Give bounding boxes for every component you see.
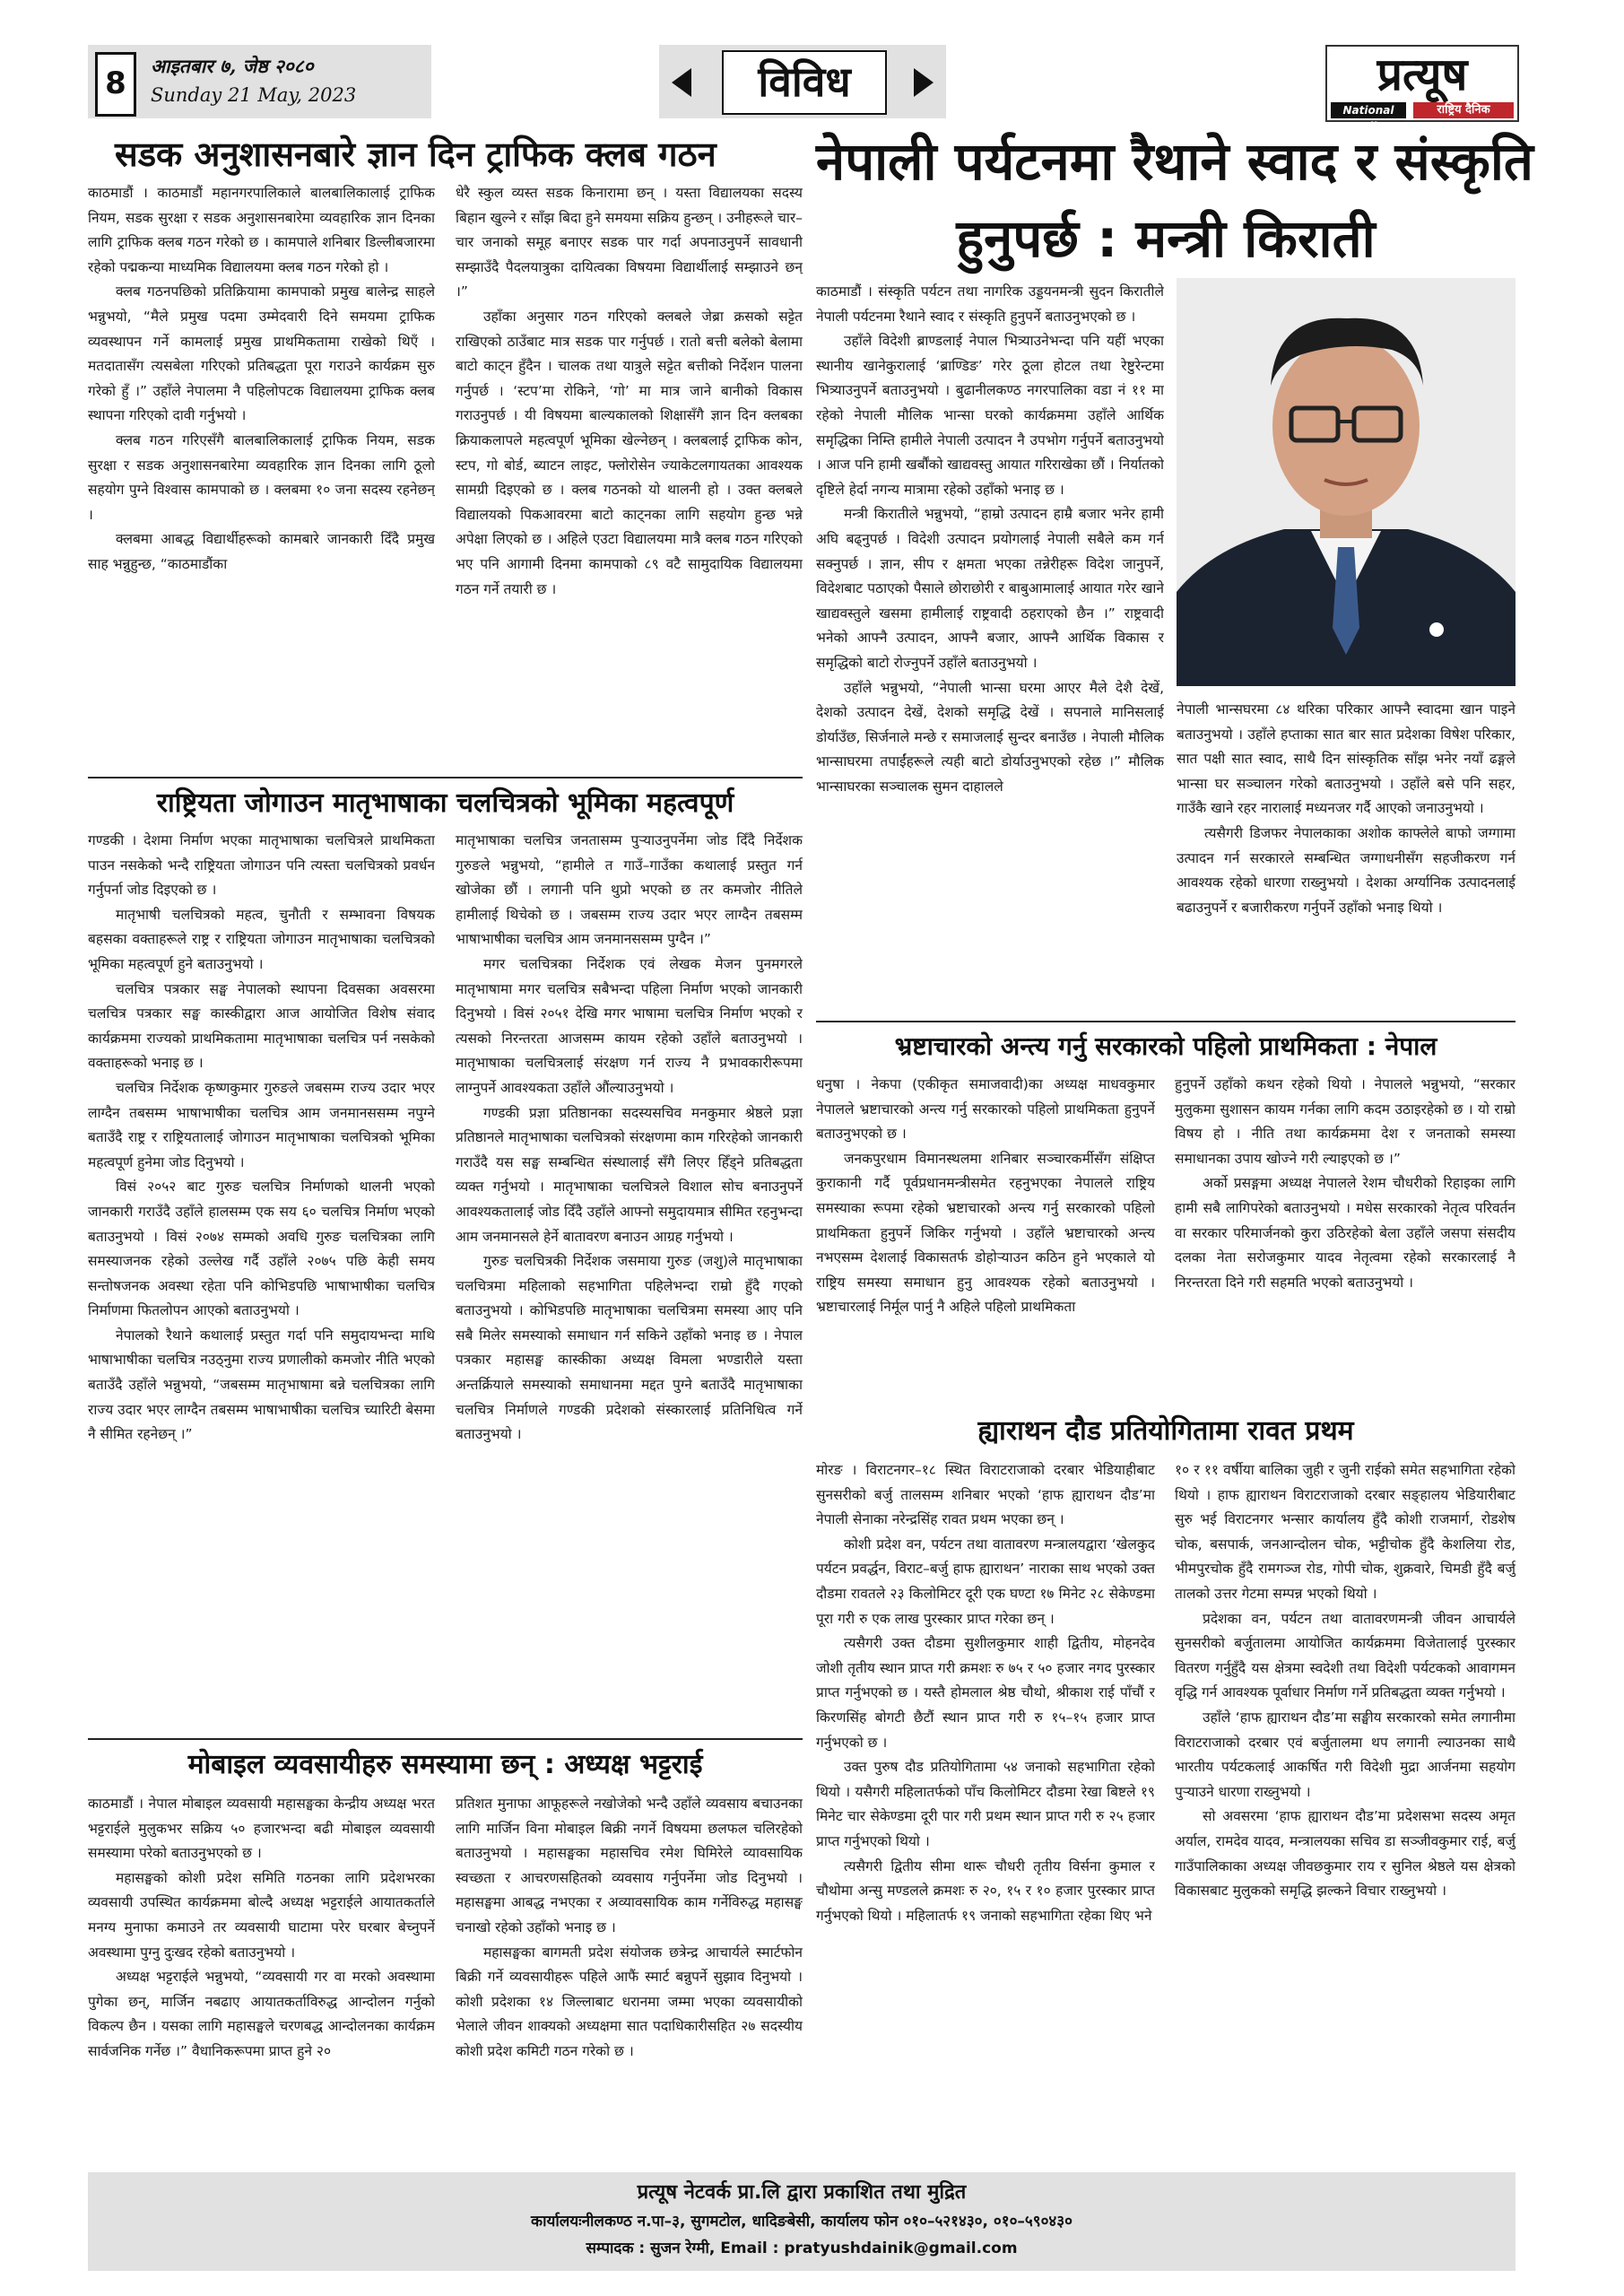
paragraph: उक्त पुरुष दौड प्रतियोगितामा ५४ जनाको सहभागिता रहेको थियो । यसैगरी महिलातर्फको पाँच किलोमिटर दौडमा रेखा बिष्टले १९ मिनेट चार सेकेण्डमा दूरी पार गरी प्रथम स्थान प्राप्त गरी रु २५ हजार प्राप्त गर्नुभएको थियो । <box>816 1759 1155 1849</box>
paragraph: नेपाली भान्सघरमा ८४ थरिका परिकार आफ्नै स्वादमा खान पाइने बताउनुभयो । उहाँले हप्ताका सात बार सात प्रदेशका विषेश परिकार, सात पक्षी सात स्वाद, साथै दिन सांस्कृतिक साँझ भनेर नयाँ ढङ्गले भान्सा घर सञ्चालन गरेको बताउनुभयो । उहाँले बसे पनि सहर, गाउँकै खाने रहर नारालाई मध्यनजर गर्दै आएको जनाउनुभयो । <box>1177 701 1515 817</box>
paragraph: १० र ११ वर्षीया बालिका जुही र जुनी राईको समेत सहभागिता रहेको थियो । हाफ ह्याराथन विराटराजाको दरबार सङ्हालय भेडियारीबाट सुरु भई विराटनगर भन्सार कार्यालय हुँदै कोशी राजमार्ग, रोडशेष चोक, बसपार्क, जनआन्दोलन चोक, भट्टीचोक हुँदै केशलिया रोड, भीमपुरचोक हुँदै रामगञ्ज रोड, गोपी चोक, शुक्रवारे, चिमडी हुँदै बर्जु तालको उत्तर गेटमा सम्पन्न भएको थियो । <box>1175 1462 1515 1602</box>
footer-publisher: प्रत्यूष नेटवर्क प्रा.लि द्वारा प्रकाशित तथा मुद्रित <box>637 2181 967 2204</box>
arrow-left-icon <box>672 68 691 97</box>
paragraph: महासङ्घका बागमती प्रदेश संयोजक छत्रेन्द्र आचार्यले स्मार्टफोन बिक्री गर्ने व्यवसायीहरू पहिले आफैं स्मार्ट बन्नुपर्ने सुझाव दिनुभयो । कोशी प्रदेशका १४ जिल्लाबाट धरानमा जम्मा भएका व्यवसायीको भेलाले जीवन शाक्यको अध्यक्षमा सात पदाधिकारीसहित २७ सदस्यीय कोशी प्रदेश कमिटी गठन गरेको छ । <box>456 1944 803 2059</box>
paragraph: मातृभाषी चलचित्रको महत्व, चुनौती र सम्भावना विषयक बहसका वक्ताहरूले राष्ट्र र राष्ट्रियता जोगाउन मातृभाषाका चलचित्रको भूमिका महत्वपूर्ण हुने बताउनुभयो । <box>88 906 435 972</box>
paragraph: जनकपुरधाम विमानस्थलमा शनिबार सञ्चारकर्मीसँग संक्षिप्त कुराकानी गर्दै पूर्वप्रधानमन्त्रीसमेत रहनुभएका नेपालले राष्ट्रिय समस्याका रूपमा रहेको भ्रष्टाचारको अन्त्य गर्नु सरकारको पहिलो प्राथमिकता हुनुपर्ने जिकिर गर्नुभयो । उहाँले भ्रष्टाचारको अन्त्य नभएसम्म देशलाई विकासतर्फ डोहोऱ्याउन कठिन हुने भएकाले यो राष्ट्रिय समस्या समाधान हुनु आवश्यक रहेको बताउनुभयो । भ्रष्टाचारलाई निर्मूल पार्नु नै अहिले पहिलो प्राथमिकता <box>816 1150 1155 1316</box>
paragraph: मन्त्री किरातीले भन्नुभयो, “हाम्रो उत्पादन हाम्रै बजार भनेर हामी अघि बढ्नुपर्छ । विदेशी उत्पादन प्रयोगलाई नेपाली सबैले कम गर्न सक्नुपर्छ । ज्ञान, सीप र क्षमता भएका तन्नेरीहरू विदेश जानुपर्ने, विदेशबाट पठाएको पैसाले छोराछोरी र बाबुआमालाई आयात गरेर खाने खाद्यवस्तुले खसमा हामीलाई राष्ट्रवादी ठहराएको छैन ।” राष्ट्रवादी भनेको आफ्नै उत्पादन, आफ्नै बजार, आफ्नै आर्थिक विकास र समृद्धिको बाटो रोज्नुपर्ने उहाँले बताउनुभयो । <box>816 506 1164 671</box>
divider <box>88 777 803 778</box>
paragraph: कोशी प्रदेश वन, पर्यटन तथा वातावरण मन्त्रालयद्वारा ‘खेलकुद पर्यटन प्रवर्द्धन, विराट–बर्जु हाफ ह्याराथन’ नाराका साथ भएको उक्त दौडमा रावतले २३ किलोमिटर दूरी एक घण्टा १७ मिनेट २८ सेकेण्डमा पूरा गरी रु एक लाख पुरस्कार प्राप्त गरेका छन् । <box>816 1535 1155 1627</box>
paragraph: प्रतिशत मुनाफा आफूहरूले नखोजेको भन्दै उहाँले व्यवसाय बचाउनका लागि मार्जिन विना मोबाइल बिक्री नगर्ने विषयमा छलफल चलिरहेको बताउनुभयो । महासङ्घका महासचिव रमेश घिमिरेले व्यावसायिक स्वच्छता र आचरणसहितको व्यवसाय गर्नुपर्नेमा जोड दिनुभयो । महासङ्घमा आबद्ध नभएका र अव्यावसायिक काम गर्नेविरुद्ध महासङ्घ चनाखो रहेको उहाँको भनाइ छ । <box>456 1796 803 1935</box>
logo-tagline-np: राष्ट्रिय दैनिक <box>1413 102 1514 118</box>
logo-tagline-en: National Daily <box>1331 102 1406 118</box>
article-traffic-club-col1 <box>88 181 435 773</box>
paragraph: काठमाडौं । काठमाडौं महानगरपालिकाले बालबालिकालाई ट्राफिक नियम, सडक सुरक्षा र सडक अनुशासनबारेमा व्यवहारिक ज्ञान दिनका लागि ट्राफिक क्लब गठन गरेको छ । कामपाले शनिबार डिल्लीबजारमा रहेको पद्मकन्या माध्यमिक विद्यालयमा क्लब गठन गरेको हो । <box>88 185 435 275</box>
paragraph: उहाँले विदेशी ब्राण्डलाई नेपाल भित्र्याउनेभन्दा पनि यहीं भएका स्थानीय खानेकुरालाई ‘ब्राण्डिङ’ गरेर ठूला होटल तथा रेष्टुरेन्टमा भित्र्याउनुपर्ने बताउनुभयो । बुढानीलकण्ठ नगरपालिका वडा नं ११ मा रहेको नेपाली मौलिक भान्सा घरको कार्यक्रममा उहाँले आर्थिक समृद्धिका निम्ति हामीले नेपाली उत्पादन नै उपभोग गर्नुपर्ने बताउनुभयो । आज पनि हामी खर्बौंको खाद्यवस्तु आयात गरिराखेका छौं । निर्यातको दृष्टिले हेर्दा नगन्य मात्रामा रहेको उहाँको भनाइ छ । <box>816 333 1164 498</box>
paragraph: महासङ्घको कोशी प्रदेश समिति गठनका लागि प्रदेशभरका व्यवसायी उपस्थित कार्यक्रममा बोल्दै अध्यक्ष भट्टराईले आयातकर्ताले मनग्य मुनाफा कमाउने तर व्यवसायी घाटामा परेर घरबार बेच्नुपर्ने अवस्थामा पुग्नु दुःखद रहेको बताउनुभयो । <box>88 1869 435 1961</box>
paragraph: चलचित्र निर्देशक कृष्णकुमार गुरुङले जबसम्म राज्य उदार भएर लाग्दैन तबसम्म भाषाभाषीका चलचित्र आम जनमानससम्म नपुग्ने बताउँदै राष्ट्र र राष्ट्रियतालाई जोगाउन मातृभाषाका चलचित्रको भूमिका महत्वपूर्ण हुनेमा जोड दिनुभयो । <box>88 1079 435 1170</box>
paragraph: मातृभाषाका चलचित्र जनतासम्म पुऱ्याउनुपर्नेमा जोड दिँदै निर्देशक गुरुङले भन्नुभयो, “हामीले त गाउँ–गाउँका कथालाई प्रस्तुत गर्न खोजेका छौं । लगानी पनि थुप्रो भएको छ तर कमजोर नीतिले हामीलाई थिचेको छ । जबसम्म राज्य उदार भएर लाग्दैन तबसम्म भाषाभाषीका चलचित्र आम जनमानससम्म पुग्दैन ।” <box>456 832 803 948</box>
date-nepali: आइतबार ७, जेष्ठ २०८० <box>151 55 314 77</box>
paragraph: नेपालको रैथाने कथालाई प्रस्तुत गर्दा पनि समुदायभन्दा माथि भाषाभाषीका चलचित्र नउठ्नुमा राज्य प्रणालीको कमजोर नीति भएको बताउँदै उहाँले भन्नुभयो, “जबसम्म मातृभाषामा बन्ने चलचित्रका लागि राज्य उदार भएर लाग्दैन तबसम्म भाषाभाषीका चलचित्र च्यारिटी बेसमा नै सीमित रहनेछन् ।” <box>88 1326 435 1443</box>
masthead-date-box <box>88 45 431 118</box>
page-number: 8 <box>95 52 136 117</box>
article-film-col1 <box>88 829 435 1735</box>
headline-tourism-line2: हुनुपर्छ : मन्त्री किराती <box>956 208 1376 269</box>
article-marathon-col2 <box>1175 1458 1515 2160</box>
paragraph: क्लब गठनपछिको प्रतिक्रियामा कामपाको प्रमुख बालेन्द्र साहले भन्नुभयो, “मैले प्रमुख पदमा उम्मेदवारी दिने समयमा ट्राफिक व्यवस्थापन गर्ने कामलाई प्रमुख प्राथमिकतामा राखेको थिएँ । मतदातासँग त्यसबेला गरिएको प्रतिबद्धता पूरा गराउने कार्यक्रम सुरु गरेको हुँ ।” उहाँले नेपालमा नै पहिलोपटक विद्यालयमा ट्राफिक क्लब स्थापना गरिएको दावी गर्नुभयो । <box>88 283 435 424</box>
headline-traffic-club: सडक अनुशासनबारे ज्ञान दिन ट्राफिक क्लब गठन <box>115 135 716 174</box>
paragraph: चलचित्र पत्रकार सङ्घ नेपालको स्थापना दिवसका अवसरमा चलचित्र पत्रकार सङ्घ कास्कीद्वारा आज आयोजित विशेष संवाद कार्यक्रममा राज्यको प्राथमिकतामा मातृभाषाका चलचित्र पर्न नसकेको वक्ताहरूको भनाइ छ । <box>88 980 435 1072</box>
paragraph: उहाँका अनुसार गठन गरिएको क्लबले जेब्रा क्रसको सट्टेत राखिएको ठाउँबाट मात्र सडक पार गर्नुपर्छ । रातो बत्ती बलेको बेलामा बाटो काट्न हुँदैन । चालक तथा यात्रुले सट्टेत बत्तीको निर्देशन पालना गर्नुपर्छ । ‘स्टप’मा रोकिने, ‘गो’ मा मात्र जाने बानीको विकास गराउनुपर्छ । यी विषयमा बाल्यकालको शिक्षासँगै ज्ञान दिन क्लबका क्रियाकलापले महत्वपूर्ण भूमिका खेल्नेछन् । क्लबलाई ट्राफिक कोन, स्टप, गो बोर्ड, ब्याटन लाइट, फ्लोरोसेन ज्याकेटलगायतका आवश्यक सामग्री दिइएको छ । क्लब गठनको यो थालनी हो । उक्त क्लबले विद्यालयको पिकआवरमा बाटो काट्नका लागि सहयोग हुन्छ भन्ने अपेक्षा लिएको छ । अहिले एउटा विद्यालयमा मात्रै क्लब गठन गरिएको भए पनि आगामी दिनमा कामपाको ८९ वटै सामुदायिक विद्यालयमा गठन गर्ने तयारी छ । <box>456 308 803 597</box>
headline-marathon: ह्याराथन दौड प्रतियोगितामा रावत प्रथम <box>977 1415 1354 1447</box>
paragraph: गण्डकी प्रज्ञा प्रतिष्ठानका सदस्यसचिव मनकुमार श्रेष्ठले प्रज्ञा प्रतिष्ठानले मातृभाषाका चलचित्रको संरक्षणमा काम गरिरहेको जानकारी गराउँदै यस सङ्घ सम्बन्धित संस्थालाई सँगै लिएर हिँड्ने प्रतिबद्धता व्यक्त गर्नुभयो । मातृभाषाका चलचित्रले विशाल सोच बनाउनुपर्ने आवश्यकतालाई जोड दिँदै उहाँले आफ्नो समुदायमात्र सीमित रहनुभन्दा आम जनमानसले हेर्ने बातावरण बनाउन आग्रह गर्नुभयो । <box>456 1104 803 1245</box>
footer-imprint <box>88 2172 1515 2271</box>
paragraph: मोरङ । विराटनगर–१८ स्थित विराटराजाको दरबार भेडियाहीबाट सुनसरीको बर्जु तालसम्म शनिबार भएको ‘हाफ ह्याराथन दौड’मा नेपाली सेनाका नरेन्द्रसिंह रावत प्रथम भएका छन् । <box>816 1462 1155 1528</box>
paragraph: उहाँले ‘हाफ ह्याराथन दौड’मा सङ्घीय सरकारको समेत लगानीमा विराटराजाको दरबार एवं बर्जुतालमा थप लगानी ल्याउनका साथै भारतीय पर्यटकलाई आकर्षित गरी विदेशी मुद्रा आर्जनमा सहयोग पुऱ्याउने धारणा राख्नुभयो । <box>1175 1709 1515 1800</box>
paragraph: त्यसैगरी उक्त दौडमा सुशीलकुमार शाही द्वितीय, मोहनदेव जोशी तृतीय स्थान प्राप्त गरी क्रमशः रु ७५ र ५० हजार नगद पुरस्कार प्राप्त गर्नुभएको छ । यस्तै होमलाल श्रेष्ठ चौथो, श्रीकाश राई पाँचौं र किरणसिंह बोगटी छैटौं स्थान प्राप्त गरी रु १५–१५ हजार प्राप्त गर्नुभएको छ । <box>816 1635 1155 1751</box>
footer-address: कार्यालयःनीलकण्ठ न.पा–३, सुगमटोल, धादिङबेसी, कार्यालय फोन ०१०–५२१४३०, ०१०–५९०४३० <box>531 2213 1073 2231</box>
paragraph: हुनुपर्ने उहाँको कथन रहेको थियो । नेपालले भन्नुभयो, “सरकार मुलुकमा सुशासन कायम गर्नका लागि कदम उठाइरहेको छ । यो राम्रो विषय हो । नीति तथा कार्यक्रममा देश र जनताको समस्या समाधानका उपाय खोज्ने गरी ल्याइएको छ ।” <box>1175 1076 1515 1167</box>
article-marathon-col1 <box>816 1458 1155 2160</box>
article-film-col2 <box>456 829 803 1735</box>
paragraph: त्यसैगरी द्वितीय सीमा थारू चौधरी तृतीय विर्सना कुमाल र चौथोमा अन्सु मण्डलले क्रमशः रु २०, १५ र १० हजार पुरस्कार प्राप्त गर्नुभएको थियो । महिलातर्फ १९ जनाको सहभागिता रहेका थिए भने <box>816 1857 1155 1924</box>
newspaper-logo <box>1325 45 1519 133</box>
paragraph: गण्डकी । देशमा निर्माण भएका मातृभाषाका चलचित्रले प्राथमिकता पाउन नसकेको भन्दै राष्ट्रियता जोगाउन पनि त्यस्ता चलचित्रको प्रवर्धन गर्नुपर्ना जोड दिइएको छ । <box>88 832 435 899</box>
paragraph: गुरुङ चलचित्रकी निर्देशक जसमाया गुरुङ (जशु)ले मातृभाषाका चलचित्रमा महिलाको सहभागिता पहिलेभन्दा राम्रो हुँदै गएको बताउनुभयो । कोभिडपछि मातृभाषाका चलचित्रमा समस्या आए पनि सबै मिलेर समस्याको समाधान गर्न सकिने उहाँको भनाइ छ । नेपाल पत्रकार महासङ्घ कास्कीका अध्यक्ष विमला भण्डारीले यस्ता अन्तर्क्रियाले समस्याको समाधानमा मद्दत पुग्ने बताउँदै मातृभाषाका चलचित्र निर्माणले गण्डकी प्रदेशको संस्कारलाई प्रतिनिधित्व गर्ने बताउनुभयो । <box>456 1253 803 1443</box>
divider <box>88 1738 803 1740</box>
paragraph: अर्को प्रसङ्गमा अध्यक्ष नेपालले रेशम चौधरीको रिहाइका लागि हामी सबै लागिपरेको बताउनुभयो । मधेस सरकारको नेतृत्व परिवर्तन वा सरकार परिमार्जनको कुरा उठिरहेको बेला उहाँले जसपा संसदीय दलका नेता सरोजकुमार यादव नेतृत्वमा रहेको सरकारलाई नै निरन्तरता दिने गरी सहमति भएको बताउनुभयो । <box>1175 1175 1515 1291</box>
article-corruption-col2 <box>1175 1073 1515 1405</box>
paragraph: प्रदेशका वन, पर्यटन तथा वातावरणमन्त्री जीवन आचार्यले सुनसरीको बर्जुतालमा आयोजित कार्यक्रममा विजेतालाई पुरस्कार वितरण गर्नुहुँदै यस क्षेत्रमा स्वदेशी तथा विदेशी पर्यटकको आवागमन वृद्धि गर्न आवश्यक पूर्वाधार निर्माण गर्ने प्रतिबद्धता व्यक्त गर्नुभयो । <box>1175 1610 1515 1701</box>
logo-name: प्रत्यूष <box>1376 48 1468 100</box>
article-mobile-col2 <box>456 1792 803 2160</box>
arrow-right-icon <box>914 68 934 97</box>
date-english: Sunday 21 May, 2023 <box>151 84 357 106</box>
paragraph: धनुषा । नेकपा (एकीकृत समाजवादी)का अध्यक्ष माधवकुमार नेपालले भ्रष्टाचारको अन्त्य गर्नु सरकारको पहिलो प्राथमिकता हुनुपर्ने बताउनुभएको छ । <box>816 1076 1155 1143</box>
article-corruption-col1 <box>816 1073 1155 1405</box>
headline-mobile: मोबाइल व्यवसायीहरु समस्यामा छन् : अध्यक्ष भट्टराई <box>187 1749 703 1780</box>
paragraph: मगर चलचित्रका निर्देशक एवं लेखक मेजन पुनमगरले मातृभाषामा मगर चलचित्र सबैभन्दा पहिला निर्माण भएको जानकारी दिनुभयो । विसं २०५१ देखि मगर भाषामा चलचित्र निर्माण भएको र त्यसको निरन्तरता आजसम्म कायम रहेको उहाँले बताउनुभयो । मातृभाषाका चलचित्रलाई संरक्षण गर्न राज्य नै प्रभावकारीरूपमा लाग्नुपर्ने आवश्यकता उहाँले औंल्याउनुभयो । <box>456 955 803 1096</box>
paragraph: क्लबमा आबद्ध विद्यार्थीहरूको कामबारे जानकारी दिँदै प्रमुख साह भन्नुहुन्छ, “काठमाडौंका <box>88 531 435 572</box>
section-title: विविध <box>722 50 887 115</box>
footer-editor: सम्पादक : सुजन रेग्मी, Email : pratyushdainik@gmail.com <box>586 2239 1018 2257</box>
paragraph: त्यसैगरी डिजफर नेपालकाका अशोक काफ्लेले बाफो जग्गामा उत्पादन गर्न सरकारले सम्बन्धित जग्गाधनीसँग सहजीकरण गर्न आवश्यक रहेको धारणा राख्नुभयो । देशका अर्ग्यानिक उत्पादनलाई बढाउनुपर्ने र बजारीकरण गर्नुपर्ने उहाँको भनाइ थियो । <box>1177 824 1515 916</box>
paragraph: काठमाडौं । संस्कृति पर्यटन तथा नागरिक उड्डयनमन्त्री सुदन किरातीले नेपाली पर्यटनमा रैथाने स्वाद र संस्कृति हुनुपर्ने बताउनुभएको छ । <box>816 283 1164 325</box>
article-traffic-club-col2 <box>456 181 803 773</box>
paragraph: विसं २०५२ बाट गुरुङ चलचित्र निर्माणको थालनी भएको जानकारी गराउँदै उहाँले हालसम्म एक सय ६० चलचित्र निर्माण भएको बताउनुभयो । विसं २०७४ सम्मको अवधि गुरुङ चलचित्रका लागि समस्याजनक रहेको उल्लेख गर्दै उहाँले २०७५ पछि केही समय सन्तोषजनक अवस्था रहेता पनि कोभिडपछि भाषाभाषीका चलचित्र निर्माणमा फितलोपन आएको बताउनुभयो । <box>88 1178 435 1319</box>
headline-film: राष्ट्रियता जोगाउन मातृभाषाका चलचित्रको भूमिका महत्वपूर्ण <box>156 787 734 819</box>
headline-tourism-line1: नेपाली पर्यटनमा रैथाने स्वाद र संस्कृति <box>816 131 1533 192</box>
headline-corruption: भ्रष्टाचारको अन्त्य गर्नु सरकारको पहिलो प्राथमिकता : नेपाल <box>894 1031 1437 1061</box>
portrait-image <box>1177 278 1515 686</box>
paragraph: सो अवसरमा ‘हाफ ह्याराथन दौड’मा प्रदेशसभा सदस्य अमृत अर्याल, रामदेव यादव, मन्त्रालयका सचिव डा सञ्जीवकुमार राई, बर्जु गाउँपालिकाका अध्यक्ष जीवछकुमार राय र सुनिल श्रेष्ठले यस क्षेत्रको विकासबाट मुलुकको समृद्धि झल्कने विचार राख्नुभयो । <box>1175 1808 1515 1900</box>
paragraph: काठमाडौं । नेपाल मोबाइल व्यवसायी महासङ्घका केन्द्रीय अध्यक्ष भरत भट्टराईले मुलुकभर सक्रिय ५० हजारभन्दा बढी मोबाइल व्यवसायी समस्यामा परेको बताउनुभएको छ । <box>88 1796 435 1862</box>
paragraph: अध्यक्ष भट्टराईले भन्नुभयो, “व्यवसायी गर वा मरको अवस्थामा पुगेका छन्, मार्जिन नबढाए आयातकर्ताविरुद्ध आन्दोलन गर्नुको विकल्प छैन । यसका लागि महासङ्घले चरणबद्ध आन्दोलनका कार्यक्रम सार्वजनिक गर्नेछ ।” वैधानिकरूपमा प्राप्त हुने २० <box>88 1969 435 2059</box>
section-header <box>659 45 946 118</box>
paragraph: उहाँले भन्नुभयो, “नेपाली भान्सा घरमा आएर मैले देशै देखें, देशको उत्पादन देखें, देशको समृद्धि देखें । सपनाले मानिसलाई डोर्याउँछ, सिर्जनाले मन्छे र समाजलाई सुन्दर बनाउँछ । नेपाली मौलिक भान्साघरमा तपाईंहरूले त्यही बाटो डोर्याउनुभएको रहेछ ।” मौलिक भान्साघरका सञ्चालक सुमन दाहालले <box>816 679 1164 795</box>
article-mobile-col1 <box>88 1792 435 2160</box>
paragraph: धेरै स्कुल व्यस्त सडक किनारामा छन् । यस्ता विद्यालयका सदस्य बिहान खुल्ने र साँझ बिदा हुने समयमा सक्रिय हुन्छन् । उनीहरूले चार–चार जनाको समूह बनाएर सडक पार गर्दा अपनाउनुपर्ने सावधानी सम्झाउँदै पैदलयात्रुका दायित्वका विषयमा विद्यार्थीलाई सम्झाउने छन् ।” <box>456 185 803 300</box>
minister-photo <box>1177 278 1515 686</box>
divider <box>816 1021 1515 1022</box>
paragraph: क्लब गठन गरिएसँगै बालबालिकालाई ट्राफिक नियम, सडक सुरक्षा र सडक अनुशासनबारेमा व्यवहारिक ज्ञान दिनका लागि ठूलो सहयोग पुग्ने विश्वास कामपाको छ । क्लबमा १० जना सदस्य रहनेछन् । <box>88 431 435 523</box>
